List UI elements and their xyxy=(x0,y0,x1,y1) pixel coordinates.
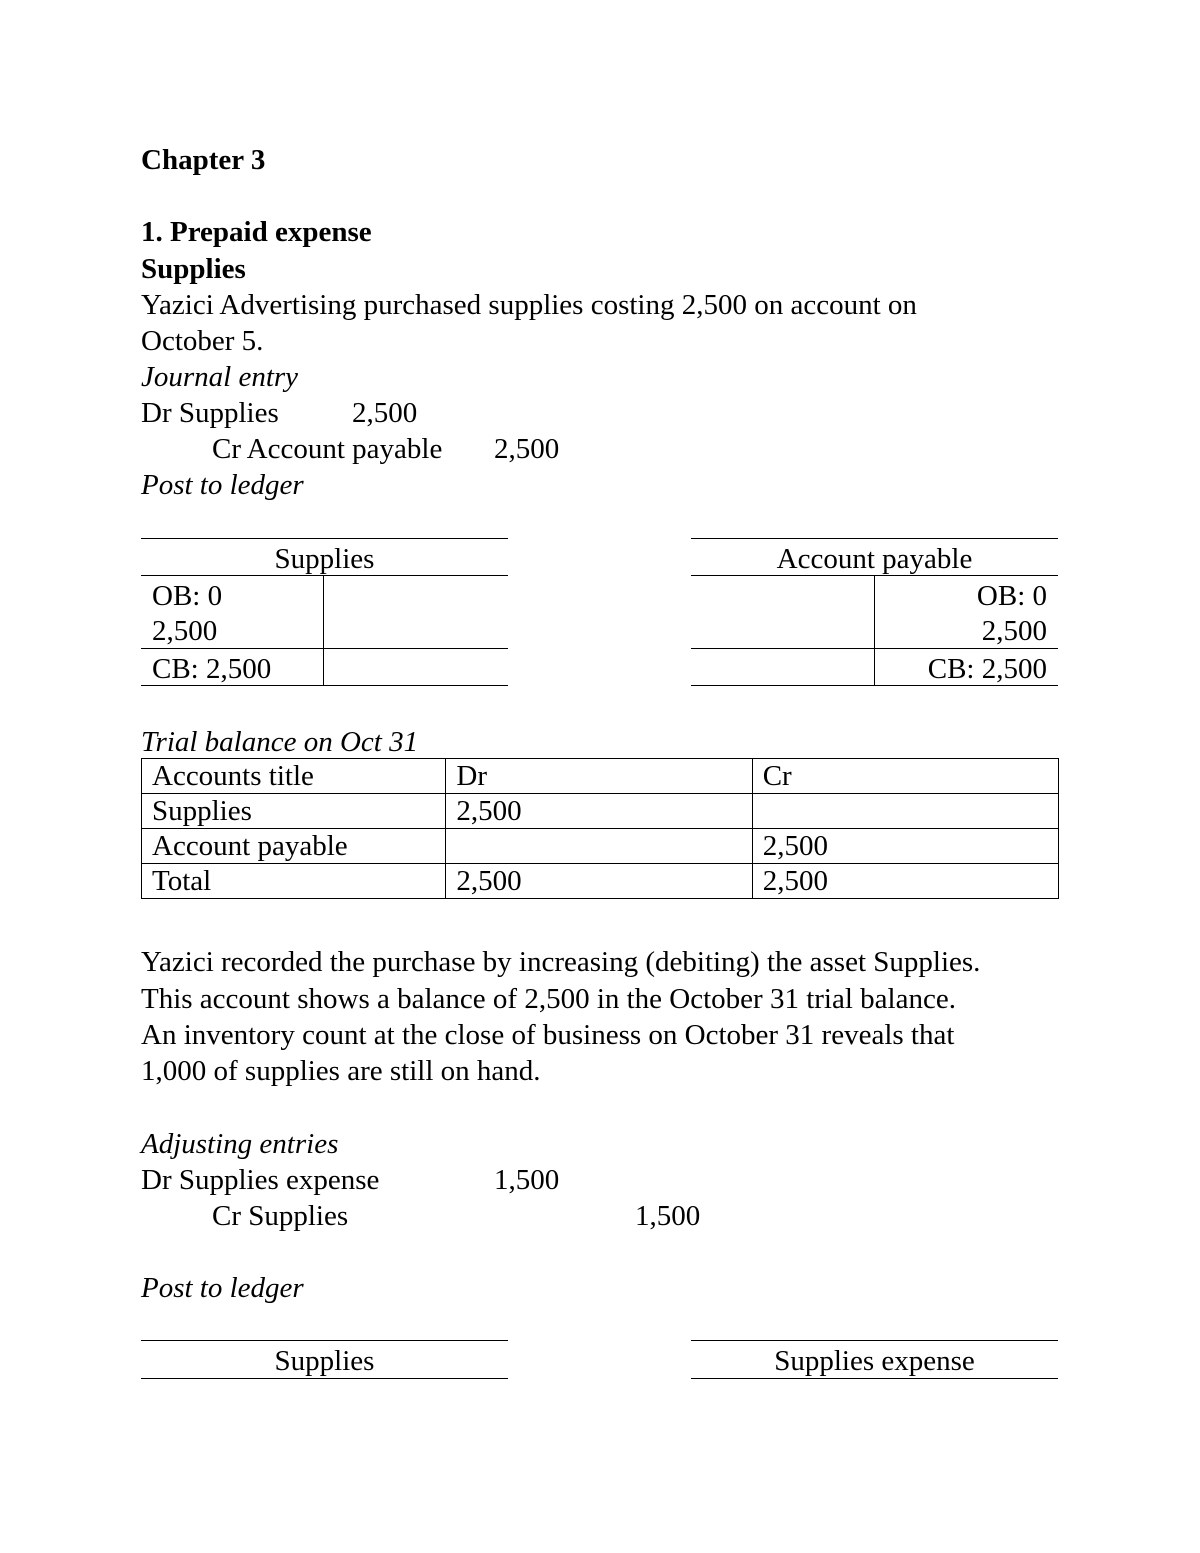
t-account-header-rule xyxy=(141,575,508,576)
journal-entry-label: Journal entry xyxy=(141,361,299,393)
table-cell: Total xyxy=(142,864,446,899)
table-header-cell: Dr xyxy=(446,759,752,794)
subsection-title: Supplies xyxy=(141,253,246,285)
table-header-cell: Cr xyxy=(752,759,1058,794)
journal-cr-amount: 2,500 xyxy=(494,433,560,465)
journal-cr-account: Cr Account payable xyxy=(212,433,443,465)
t-account-bottom-rule xyxy=(141,685,508,686)
adjusting-cr-account: Cr Supplies xyxy=(212,1200,349,1232)
t-account-title: Account payable xyxy=(776,543,973,575)
adjusting-cr-amount: 1,500 xyxy=(635,1200,701,1232)
t-account-total-rule xyxy=(141,648,508,649)
t-account-top-rule xyxy=(691,1340,1058,1341)
t-account-right-row: OB: 0 xyxy=(976,580,1047,612)
chapter-title: Chapter 3 xyxy=(141,144,266,176)
table-cell: 2,500 xyxy=(446,864,752,899)
intro-line-1: Yazici Advertising purchased supplies costing 2,500 on account on xyxy=(141,289,917,321)
trial-balance-label: Trial balance on Oct 31 xyxy=(141,726,419,758)
t-account-title: Supplies xyxy=(274,1345,375,1377)
explanation-line: 1,000 of supplies are still on hand. xyxy=(141,1055,541,1087)
table-header-cell: Accounts title xyxy=(142,759,446,794)
t-account-right-row: 2,500 xyxy=(981,615,1047,647)
t-account-title: Supplies xyxy=(274,543,375,575)
t-account-left-row: 2,500 xyxy=(152,615,218,647)
journal-dr-amount: 2,500 xyxy=(352,397,418,429)
section-title: 1. Prepaid expense xyxy=(141,216,372,248)
t-account-divider xyxy=(323,575,324,685)
table-cell xyxy=(752,794,1058,829)
adjusting-entries-label: Adjusting entries xyxy=(141,1128,339,1160)
explanation-line: Yazici recorded the purchase by increasing (debiting) the asset Supplies. xyxy=(141,946,981,978)
table-row xyxy=(142,794,1059,829)
adjusting-dr-account: Dr Supplies expense xyxy=(141,1164,380,1196)
table-cell: 2,500 xyxy=(752,864,1058,899)
table-row xyxy=(142,864,1059,899)
table-row xyxy=(142,829,1059,864)
t-account-divider xyxy=(874,575,875,685)
table-cell: Supplies xyxy=(142,794,446,829)
intro-line-2: October 5. xyxy=(141,325,264,357)
explanation-line: An inventory count at the close of business on October 31 reveals that xyxy=(141,1019,955,1051)
trial-balance-table xyxy=(141,758,1059,899)
t-account-header-rule xyxy=(691,1378,1058,1379)
t-account-top-rule xyxy=(141,538,508,539)
t-account-top-rule xyxy=(141,1340,508,1341)
t-account-header-rule xyxy=(141,1378,508,1379)
t-account-total-rule xyxy=(691,648,1058,649)
table-cell: Account payable xyxy=(142,829,446,864)
t-account-bottom-rule xyxy=(691,685,1058,686)
adjusting-dr-amount: 1,500 xyxy=(494,1164,560,1196)
table-cell xyxy=(446,829,752,864)
journal-dr-account: Dr Supplies xyxy=(141,397,279,429)
t-account-title: Supplies expense xyxy=(774,1345,975,1377)
table-header-row xyxy=(142,759,1059,794)
t-account-left-row: OB: 0 xyxy=(152,580,223,612)
post-to-ledger-label-2: Post to ledger xyxy=(141,1272,304,1304)
post-to-ledger-label-1: Post to ledger xyxy=(141,469,304,501)
t-account-right-total: CB: 2,500 xyxy=(927,653,1047,685)
table-cell: 2,500 xyxy=(752,829,1058,864)
t-account-left-total: CB: 2,500 xyxy=(152,653,272,685)
t-account-top-rule xyxy=(691,538,1058,539)
table-cell: 2,500 xyxy=(446,794,752,829)
explanation-line: This account shows a balance of 2,500 in the October 31 trial balance. xyxy=(141,983,956,1015)
